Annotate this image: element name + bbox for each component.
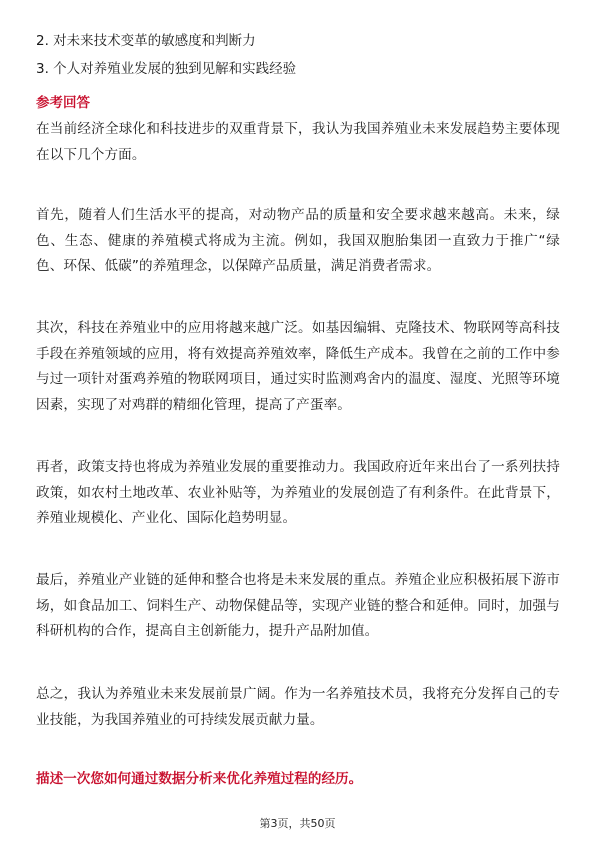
paragraph-second: 其次，科技在养殖业中的应用将越来越广泛。如基因编辑、克隆技术、物联网等高科技手段在养殖领域的应用，将有效提高养殖效率，降低生产成本。我曾在之前的工作中参与过一项针对蛋鸡养殖的物联网项目，通过实时监测鸡舍内的温度、湿度、光照等环境因素，实现了对鸡群的精细化管理，提高了产蛋率。 [36, 320, 560, 413]
list-item-3: 3. 个人对养殖业发展的独到见解和实践经验 [36, 61, 297, 77]
paragraph-first: 首先，随着人们生活水平的提高，对动物产品的质量和安全要求越来越高。未来，绿色、生态、健康的养殖模式将成为主流。例如，我国双胞胎集团一直致力于推广“绿色、环保、低碳”的养殖理念，以保障产品质量，满足消费者需求。 [36, 207, 560, 275]
paragraph-fourth: 最后，养殖业产业链的延伸和整合也将是未来发展的重点。养殖企业应积极拓展下游市场，如食品加工、饲料生产、动物保健品等，实现产业链的整合和延伸。同时，加强与科研机构的合作，提高自主创新能力，提升产品附加值。 [36, 572, 560, 640]
answer-heading: 参考回答 [36, 95, 90, 111]
paragraph-intro: 在当前经济全球化和科技进步的双重背景下，我认为我国养殖业未来发展趋势主要体现在以下几个方面。 [36, 121, 560, 163]
page-number-footer: 第3页，共50页 [259, 817, 336, 830]
paragraph-third: 再者，政策支持也将成为养殖业发展的重要推动力。我国政府近年来出台了一系列扶持政策，如农村土地改革、农业补贴等，为养殖业的发展创造了有利条件。在此背景下，养殖业规模化、产业化、国际化趋势明显。 [36, 459, 560, 527]
list-item-2: 2. 对未来技术变革的敏感度和判断力 [36, 33, 256, 49]
next-question-heading: 描述一次您如何通过数据分析来优化养殖过程的经历。 [36, 771, 363, 787]
paragraph-conclusion: 总之，我认为养殖业未来发展前景广阔。作为一名养殖技术员，我将充分发挥自己的专业技能，为我国养殖业的可持续发展贡献力量。 [36, 686, 560, 728]
